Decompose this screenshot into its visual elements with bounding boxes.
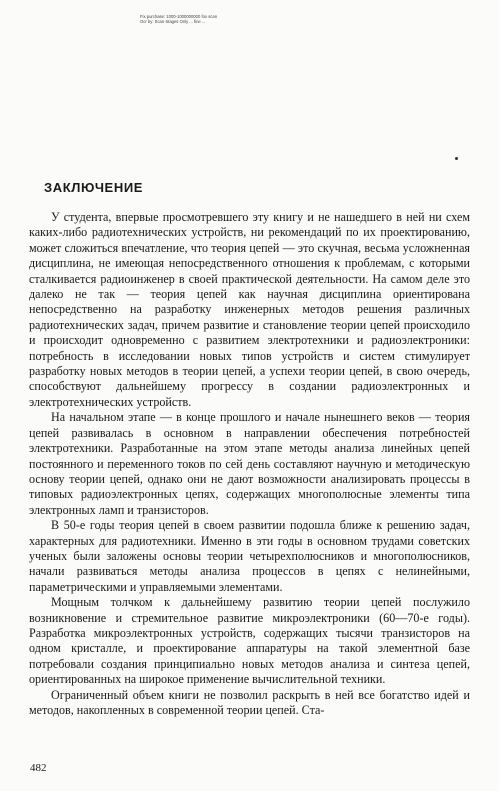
page-number: 482 — [30, 762, 47, 774]
ink-speck — [455, 157, 458, 160]
paragraph: Ограниченный объем книги не позволил раскрыть в ней все богатство идей и методов, накопленных в современной теории цепей. Ста- — [29, 687, 470, 717]
body-text — [29, 210, 470, 718]
paragraph: На начальном этапе — в конце прошлого и начале нынешнего веков — теория цепей развивалась в основном в направлении обеспечения потребностей электротехники. Разработанные на этом этапе методы анализа линейных цепей постоянного и переменного токов по сей день составляют научную и методическую основу теории цепей, однако они не дают возможности анализировать процессы в типовых радиоэлектронных цепях, содержащих многополюсные элементы типа электронных ламп и транзисторов. — [29, 410, 470, 517]
scan-note-line: Fix purchase: 1000-1000000000 fox scan — [140, 14, 218, 19]
paragraph: У студента, впервые просмотревшего эту книгу и не нашедшего в ней ни схем каких-либо радиотехнических устройств, ни рекомендаций по их проектированию, может сложиться впечатление, что теория цепей — это скучная, весьма усложненная дисциплина, не имеющая непосредственного отношения к проблемам, с которыми сталкивается радиоинженер в своей практической деятельности. На самом деле это далеко не так — теория цепей как научная дисциплина ориентирована непосредственно на разработку инженерных методов решения различных радиотехнических задач, причем развитие и становление теории цепей происходило и происходит одновременно с развитием электротехники и радиоэлектроники: потребность в исследовании новых типов устройств и систем стимулирует разработку новых методов в теории цепей, а успехи теории цепей, в свою очередь, способствуют дальнейшему прогрессу в создании радиоэлектронных и электротехнических устройств. — [29, 210, 470, 409]
paragraph: В 50-е годы теория цепей в своем развитии подошла ближе к решению задач, характерных для радиотехники. Именно в эти годы в основном трудами советских ученых были заложены основы теории четырехполюсников и многополюсников, начали развиваться методы анализа процессов в цепях с нелинейными, параметрическими и управляемыми элементами. — [29, 518, 470, 594]
scan-note-line: Ocr by: Scan Stages Only ... fine ... — [140, 19, 206, 24]
scan-watermark-note — [140, 14, 370, 24]
chapter-title: ЗАКЛЮЧЕНИЕ — [44, 180, 144, 195]
paragraph: Мощным толчком к дальнейшему развитию теории цепей послужило возникновение и стремительное развитие микроэлектроники (60—70-е годы). Разработка микроэлектронных устройств, содержащих тысячи транзисторов на одном кристалле, и проектирование аппаратуры на такой элементной базе потребовали создания принципиально новых методов анализа и синтеза цепей, ориентированных на широкое применение вычислительной техники. — [29, 595, 470, 687]
